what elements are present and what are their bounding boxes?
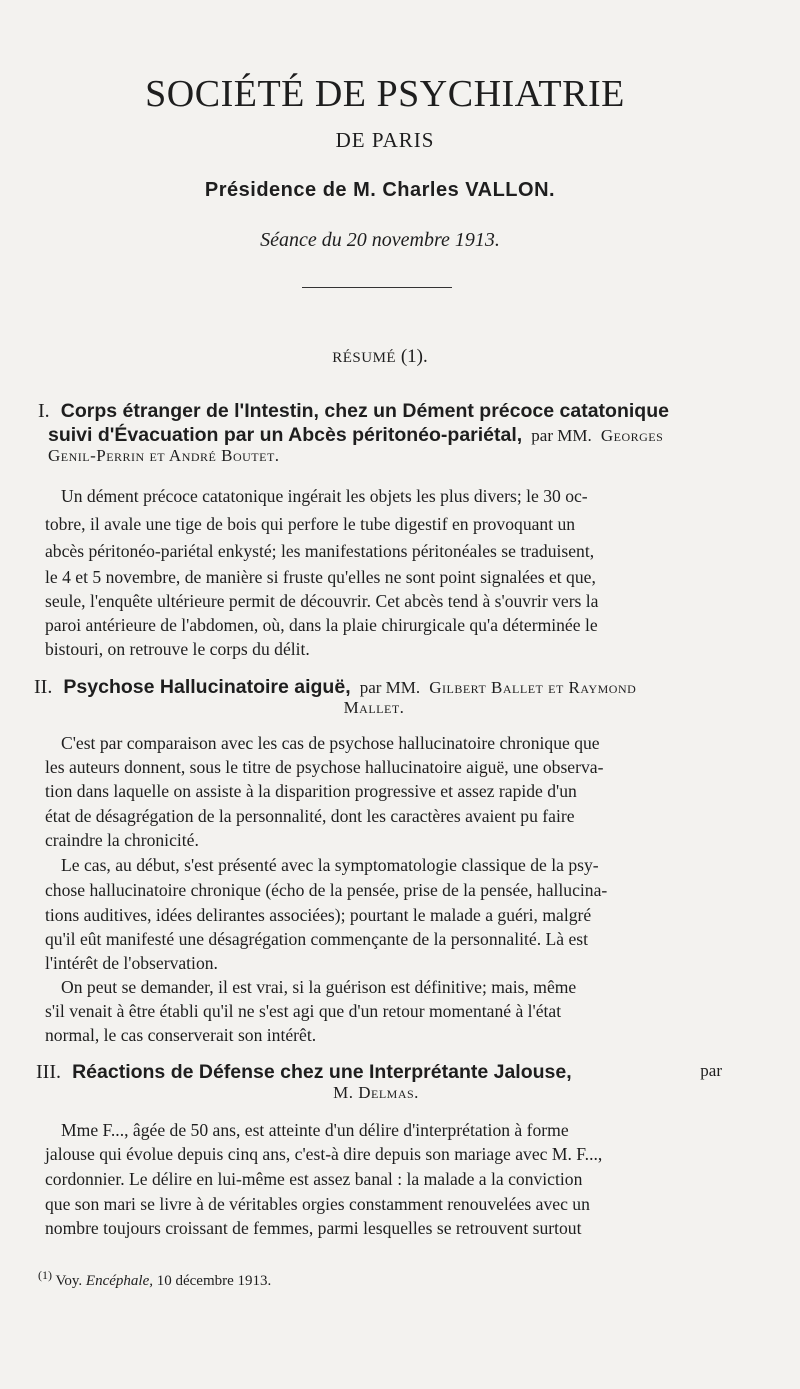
- text-line: tobre, il avale une tige de bois qui perfore le tube digestif en provoquant un: [45, 514, 576, 534]
- section-2-authors-line2: Mallet.: [343, 698, 405, 717]
- footnote-prefix: Voy.: [55, 1273, 83, 1289]
- section-2-numeral: II.: [34, 676, 53, 698]
- seance-date: Séance du 20 novembre 1913.: [260, 229, 500, 251]
- footnote-marker: (1): [38, 1268, 52, 1282]
- text-line: seule, l'enquête ultérieure permit de découvrir. Cet abcès tend à s'ouvrir vers la: [45, 591, 599, 611]
- section-2-line: [45, 855, 727, 876]
- text-line: paroi antérieure de l'abdomen, où, dans la plaie chirurgicale qu'a déterminée le: [45, 615, 598, 635]
- section-3-authors-line2: M. Delmas.: [333, 1083, 419, 1102]
- text-line: abcès péritonéo-pariétal enkysté; les manifestations péritonéales se traduisent,: [45, 541, 595, 561]
- presidence-line: Présidence de M. Charles VALLON.: [204, 179, 556, 201]
- section-1-line: [45, 514, 727, 535]
- section-3-heading: [36, 1061, 736, 1103]
- section-2-title-line1: Psychose Hallucinatoire aiguë,: [63, 676, 351, 698]
- text-line: le 4 et 5 novembre, de manière si fruste qu'elles ne sont point signalées et que,: [45, 567, 596, 587]
- section-3-line: [45, 1194, 727, 1215]
- section-1-numeral: I.: [38, 400, 50, 422]
- text-line: les auteurs donnent, sous le titre de psychose hallucinatoire aiguë, une observa-: [45, 757, 604, 777]
- section-2-line: [45, 953, 727, 974]
- section-1-title-line1: Corps étranger de l'Intestin, chez un Dément précoce catatonique: [60, 400, 669, 422]
- title-divider: [302, 287, 452, 288]
- section-2-line: [45, 929, 727, 950]
- text-line: cordonnier. Le délire en lui-même est assez banal : la malade a la conviction: [45, 1169, 583, 1189]
- section-2-line: [45, 806, 727, 827]
- section-3-line: [45, 1144, 727, 1165]
- section-3-line: [45, 1169, 727, 1190]
- section-1-authors-line1: Georges: [600, 426, 664, 445]
- section-2-line: [45, 830, 727, 851]
- section-2-line: [45, 733, 727, 754]
- text-line: normal, le cas conserverait son intérêt.: [45, 1025, 317, 1045]
- footnote-journal: Encéphale,: [85, 1273, 153, 1289]
- section-1-line: [45, 639, 727, 660]
- section-2-line: [45, 905, 727, 926]
- section-1-authors-prefix: par MM.: [531, 426, 592, 445]
- section-2-line: [45, 977, 727, 998]
- text-line: Un dément précoce catatonique ingérait les objets les plus divers; le 30 oc-: [61, 486, 588, 506]
- text-line: Mme F..., âgée de 50 ans, est atteinte d'un délire d'interprétation à forme: [61, 1120, 569, 1140]
- text-line: tions auditives, idées delirantes associées); pourtant le malade a guéri, malgré: [45, 905, 592, 925]
- text-line: s'il venait à être établi qu'il ne s'est agi que d'un retour momentané à l'état: [45, 1001, 562, 1021]
- text-line: bistouri, on retrouve le corps du délit.: [45, 639, 310, 659]
- text-line: craindre la chronicité.: [45, 830, 199, 850]
- text-line: que son mari se livre à de véritables orgies constamment renouvelées avec un: [45, 1194, 590, 1214]
- section-3-line: [45, 1120, 727, 1141]
- section-1-authors-line2: Genil-Perrin et André Boutet.: [48, 446, 280, 465]
- section-2-authors-line1: Gilbert Ballet et Raymond: [429, 678, 637, 697]
- society-title: SOCIÉTÉ DE PSYCHIATRIE: [145, 73, 625, 115]
- text-line: jalouse qui évolue depuis cinq ans, c'est-à dire depuis son mariage avec M. F...,: [45, 1144, 603, 1164]
- section-3-line: [45, 1218, 727, 1239]
- section-1-line: [45, 486, 727, 507]
- section-1-line: [45, 567, 727, 588]
- section-2-line: [45, 757, 727, 778]
- section-2-heading: [34, 676, 734, 718]
- section-1-line: [45, 541, 727, 562]
- section-1-line: [45, 615, 727, 636]
- text-line: Le cas, au début, s'est présenté avec la symptomatologie classique de la psy-: [61, 855, 599, 875]
- text-line: nombre toujours croissant de femmes, parmi lesquelles se retrouvent surtout: [45, 1218, 582, 1238]
- section-2-line: [45, 781, 727, 802]
- text-line: On peut se demander, il est vrai, si la guérison est définitive; mais, même: [61, 977, 577, 997]
- footnote-date: 10 décembre 1913.: [156, 1273, 272, 1289]
- text-line: C'est par comparaison avec les cas de psychose hallucinatoire chronique que: [61, 733, 600, 753]
- section-3-title-line1: Réactions de Défense chez une Interprétante Jalouse,: [72, 1061, 572, 1083]
- text-line: état de désagrégation de la personnalité, dont les caractères avaient pu faire: [45, 806, 575, 826]
- section-2-authors-prefix: par MM.: [359, 678, 421, 697]
- section-3-numeral: III.: [36, 1061, 61, 1083]
- text-line: tion dans laquelle on assiste à la disparition progressive et assez rapide d'un: [45, 781, 577, 801]
- resume-heading: [0, 346, 760, 368]
- resume-note-ref: (1).: [400, 346, 428, 367]
- section-2-line: [45, 1025, 727, 1046]
- section-1-line: [45, 591, 727, 612]
- resume-label: RÉSUMÉ: [332, 350, 397, 366]
- section-1-title-line2: suivi d'Évacuation par un Abcès péritonéo-pariétal,: [48, 424, 523, 446]
- section-2-line: [45, 1001, 727, 1022]
- text-line: l'intérêt de l'observation.: [45, 953, 218, 973]
- section-2-line: [45, 880, 727, 901]
- society-city: DE PARIS: [335, 128, 435, 152]
- footnote: [38, 1268, 271, 1290]
- section-3-authors-prefix: par: [700, 1061, 722, 1080]
- text-line: qu'il eût manifesté une désagrégation commençante de la personnalité. Là est: [45, 929, 588, 949]
- section-1-heading: [38, 400, 738, 466]
- text-line: chose hallucinatoire chronique (écho de la pensée, prise de la pensée, hallucina-: [45, 880, 608, 900]
